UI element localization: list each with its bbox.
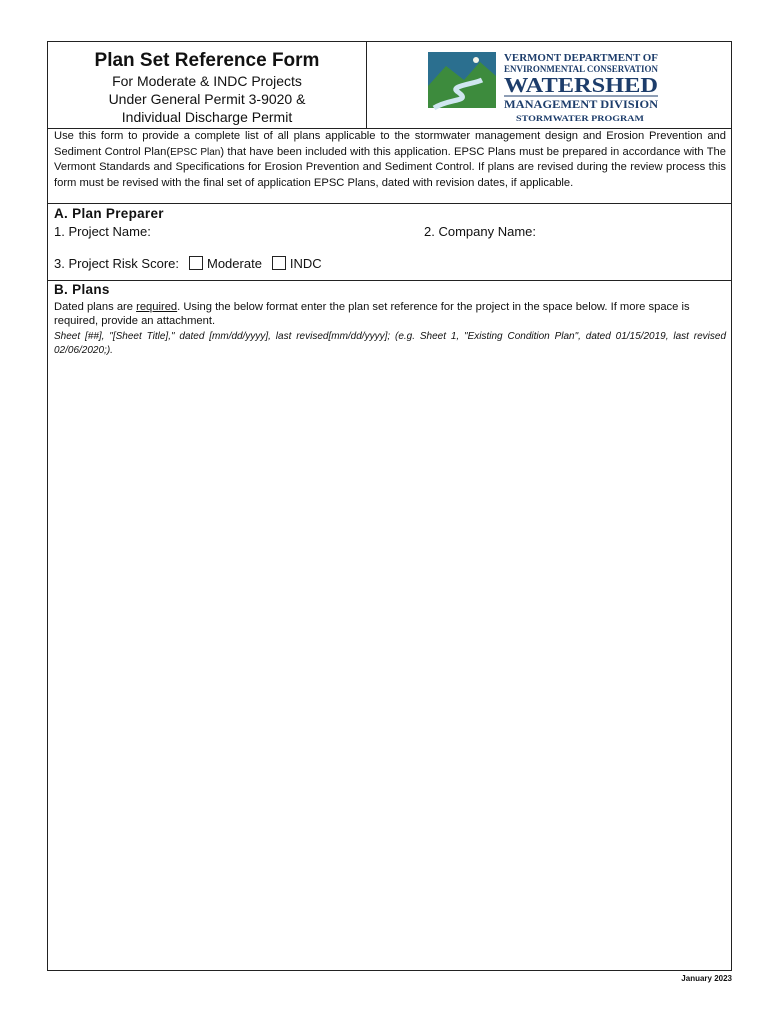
indc-label: INDC [289, 256, 322, 271]
logo-line-4: MANAGEMENT DIVISION [504, 97, 659, 111]
section-a-divider [48, 203, 731, 204]
logo-line-3: WATERSHED [504, 73, 658, 97]
plans-text-2: . Using the below format enter the plan set reference for the project in the space below. If more space is required, provide an attachment. [54, 301, 690, 327]
section-b-divider [48, 280, 731, 281]
section-b-heading: B. Plans [54, 282, 110, 297]
mountain-river-icon [428, 52, 496, 108]
risk-score-row [54, 256, 322, 271]
section-a-heading: A. Plan Preparer [54, 206, 164, 221]
title-block [48, 42, 367, 128]
logo-line-1: VERMONT DEPARTMENT OF [504, 53, 658, 64]
project-name-label: 1. Project Name: [54, 224, 151, 239]
plans-required: required [136, 301, 178, 313]
plans-instructions [54, 300, 726, 328]
indc-checkbox[interactable] [272, 256, 286, 270]
form-title: Plan Set Reference Form [94, 50, 320, 71]
intro-text-2: ) that have been included with this application. EPSC Plans must be prepared in accordance with The Vermont Standards and Specifications for Erosion Prevention and Sediment Control. If plans are revised during the review process this form must be revised with the final set of application EPSC Plans, dated with revision dates, if applicable. [54, 145, 727, 189]
risk-score-label: 3. Project Risk Score: [54, 256, 179, 271]
form-header [48, 42, 731, 129]
plans-text-1: Dated plans are [54, 301, 137, 313]
moderate-label: Moderate [207, 256, 262, 271]
logo-line-5: STORMWATER PROGRAM [516, 113, 644, 123]
form-subtitle-line-2: Under General Permit 3-9020 & [108, 91, 306, 107]
intro-paragraph [54, 129, 726, 191]
logo-line-2: ENVIRONMENTAL CONSERVATION [504, 64, 659, 74]
form-subtitle-line-1: For Moderate & INDC Projects [112, 73, 302, 89]
form-page [47, 41, 732, 971]
form-subtitle-line-3: Individual Discharge Permit [121, 109, 293, 125]
moderate-checkbox[interactable] [189, 256, 203, 270]
intro-abbr: EPSC Plan [170, 146, 221, 158]
plans-example-format: Sheet [##], "[Sheet Title]," dated [mm/dd/yyyy], last revised[mm/dd/yyyy]; (e.g. Sheet 1, "Existing Condition Plan", dated 01/15/2019, last revised 02/06/2020;). [54, 331, 726, 356]
intro-text-1: Use this form to provide a complete list of all plans applicable to the stormwater management design and Erosion Prevention and Sediment Control Plan( [54, 130, 726, 158]
footer-date: January 2023 [681, 974, 732, 983]
watershed-logo [424, 46, 662, 124]
company-name-label: 2. Company Name: [424, 224, 536, 239]
